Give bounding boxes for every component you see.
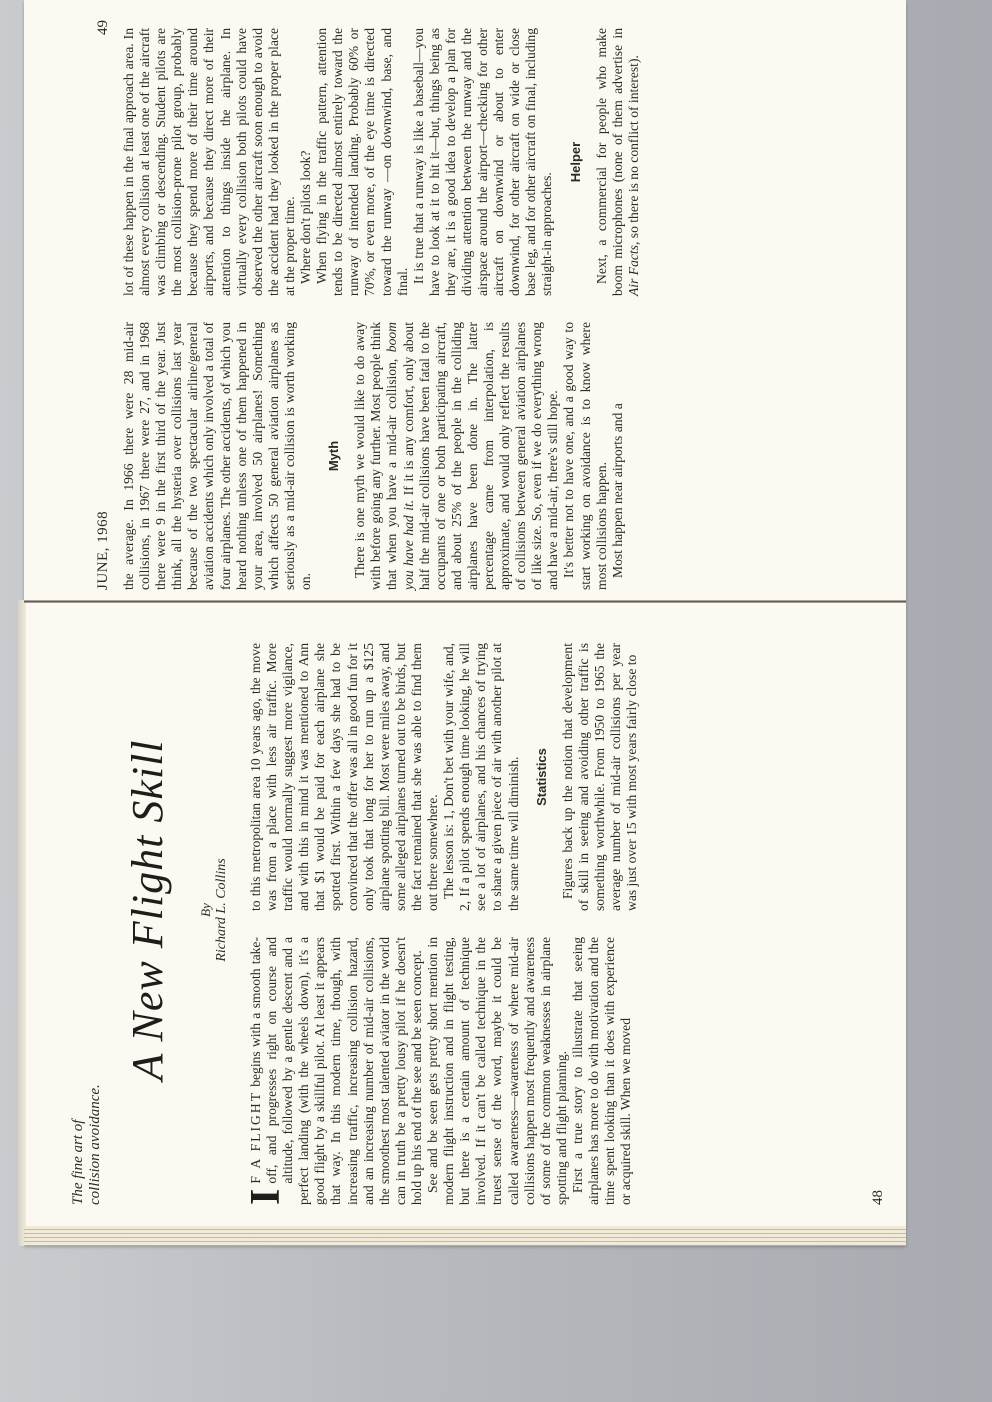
running-head-date: JUNE, 1968 <box>95 510 111 590</box>
text-run: If it is any comfort, only about half the mid-air collisions have been fatal to the occupants of one or both participating aircraft, and about 25% of the people in the colliding airplanes have been done in. The latter percentage came from interpolation, is approximate, and would only reflect the results of collisions between general aviation airplanes of like size. So, even if we do everything wrong and have a mid-air, there's still hope. <box>400 321 561 590</box>
spine-gutter <box>24 600 906 603</box>
paragraph: When flying in the traffic pattern, attention tends to be directed almost entirely toward the runway of intended landing. Probably 60% or 70%, or even more, of the eye time is directed toward the runway —on downwind, base, and final. <box>314 28 410 296</box>
page-fold-edge <box>18 600 26 1246</box>
text-run: There is one myth we would like to do away with before going any further. Most people think that when you have a mid-air collision, <box>352 322 400 590</box>
paragraph: Figures back up the notion that development of skill in seeing and avoiding other traffic is something worthwhile. From 1950 to 1965 the average number of mid-air collisions per year was just over 15 with most years fairly close to <box>559 643 640 911</box>
column-1 <box>121 322 626 590</box>
paragraph: the average. In 1966 there were 28 mid-air collisions, in 1967 there were 27, and in 1968 there were 9 in the first third of the year. Just think, all the hysteria over collisions last year because of the two spectacular airline/general aviation accidents which only involved a total of four airplanes. The other accidents, of which you heard nothing unless one of them happened in your area, involved 50 airplanes! Something which affects 50 general aviation airplanes as seriously as a mid-air collision is worth working on. <box>121 322 314 590</box>
lead-smallcaps: F A FLIGHT <box>248 1091 263 1184</box>
page-48 <box>70 615 900 1205</box>
page-49 <box>95 20 895 590</box>
column-1 <box>243 937 634 1205</box>
subhead-myth: Myth <box>326 440 342 472</box>
text-run: Next, a commercial for people who make boom microphones (none of them advertise in <box>593 28 625 296</box>
page-number: 48 <box>870 1190 886 1205</box>
paragraph: Most happen near airports and a <box>609 403 625 578</box>
paragraph: First a true story to illustrate that seeing airplanes has more to do with motivation and the time spent looking than it does with experience or acquired skill. When we moved <box>569 937 634 1205</box>
article-kicker <box>70 1084 104 1205</box>
subhead-statistics: Statistics <box>533 748 549 806</box>
byline-author: Richard L. Collins <box>214 858 229 962</box>
byline-by: By <box>198 903 213 917</box>
lead-text: begins with a smooth take-off, and progresses right on course and altitude, followed by a gentle descent and a perfect landing (with the wheels down), it's a good flight by a skillful pilot. At least it appears that way. In this modern time, though, with increasing traffic, increasing collision hazard, and an increasing number of mid-air collisions, the smoothest most talented aviator in the world can in truth be a pretty lousy pilot if he doesn't hold up his end of the see and be seen concept. <box>248 937 424 1205</box>
article-title: A New Flight Skill <box>123 739 172 1081</box>
paragraph <box>594 28 642 296</box>
paragraph: It's better not to have one, and a good way to start working on avoidance is to know where most collisions happen. <box>561 322 609 590</box>
column-2 <box>121 28 642 296</box>
text-run: , so there is no conflict of interest). <box>625 55 641 246</box>
emphasis: boom you have had it. <box>384 322 416 590</box>
paragraph: lot of these happen in the final approach area. In almost every collision at least one of the aircraft was climbing or descending. Student pilots are the most collision-prone pilot group, probably because they spend more of their time around airports, and because they direct more of their attention to things inside the airplane. In virtually every collision both pilots could have observed the other aircraft soon enough to avoid the accident had they looked in the proper place at the proper time. <box>121 28 297 296</box>
kicker-line-2: collision avoidance. <box>87 1084 103 1205</box>
column-2 <box>248 643 640 911</box>
paragraph: It is true that a runway is like a baseball—you have to look at it to hit it—but, things being as they are, it is a good idea to develop a plan for dividing attention between the runway and the airspace around the airport—checking for other aircraft on downwind or about to enter downwind, for other aircraft on wide or close base leg, and for other aircraft on final, including straight-in approaches. <box>410 28 555 296</box>
paragraph: Where don't pilots look? <box>298 150 314 284</box>
paragraph: See and be seen gets pretty short mention in modern flight instruction and in flight testing, but there is a certain amount of technique involved. If it can't be called technique in the truest sense of the word, maybe it could be called awareness—awareness of where mid-air collisions happen most frequently and awareness of some of the common weaknesses in airplane spotting and flight planning. <box>425 937 569 1205</box>
subhead-helper: Helper <box>567 141 583 183</box>
page-stack-edge <box>24 1226 906 1246</box>
paragraph: to this metropolitan area 10 years ago, the move was from a place with less air traffic. More traffic would normally suggest more vigilance, and with this in mind it was mentioned to Ann that $1 would be paid for each airplane she spotted first. Within a few days she had to be convinced that the offer was all in good fun for it only took that long for her to run up a $125 airplane spotting bill. Most were miles away, and some alleged airplanes turned out to be birds, but the fact remained that she was able to find them out there somewhere. <box>248 643 441 911</box>
emphasis: Air Facts <box>625 245 641 296</box>
paragraph <box>352 322 561 590</box>
kicker-line-1: The fine art of <box>70 1119 86 1205</box>
lead-paragraph <box>243 937 425 1205</box>
drop-cap: I <box>243 1188 289 1205</box>
paragraph: The lesson is: 1, Don't bet with your wife, and, 2, If a pilot spends enough time looking, he will see a lot of airplanes, and his chances of trying to share a given piece of air with another pilot at the same time will diminish. <box>441 643 521 911</box>
page-number: 49 <box>95 20 111 35</box>
